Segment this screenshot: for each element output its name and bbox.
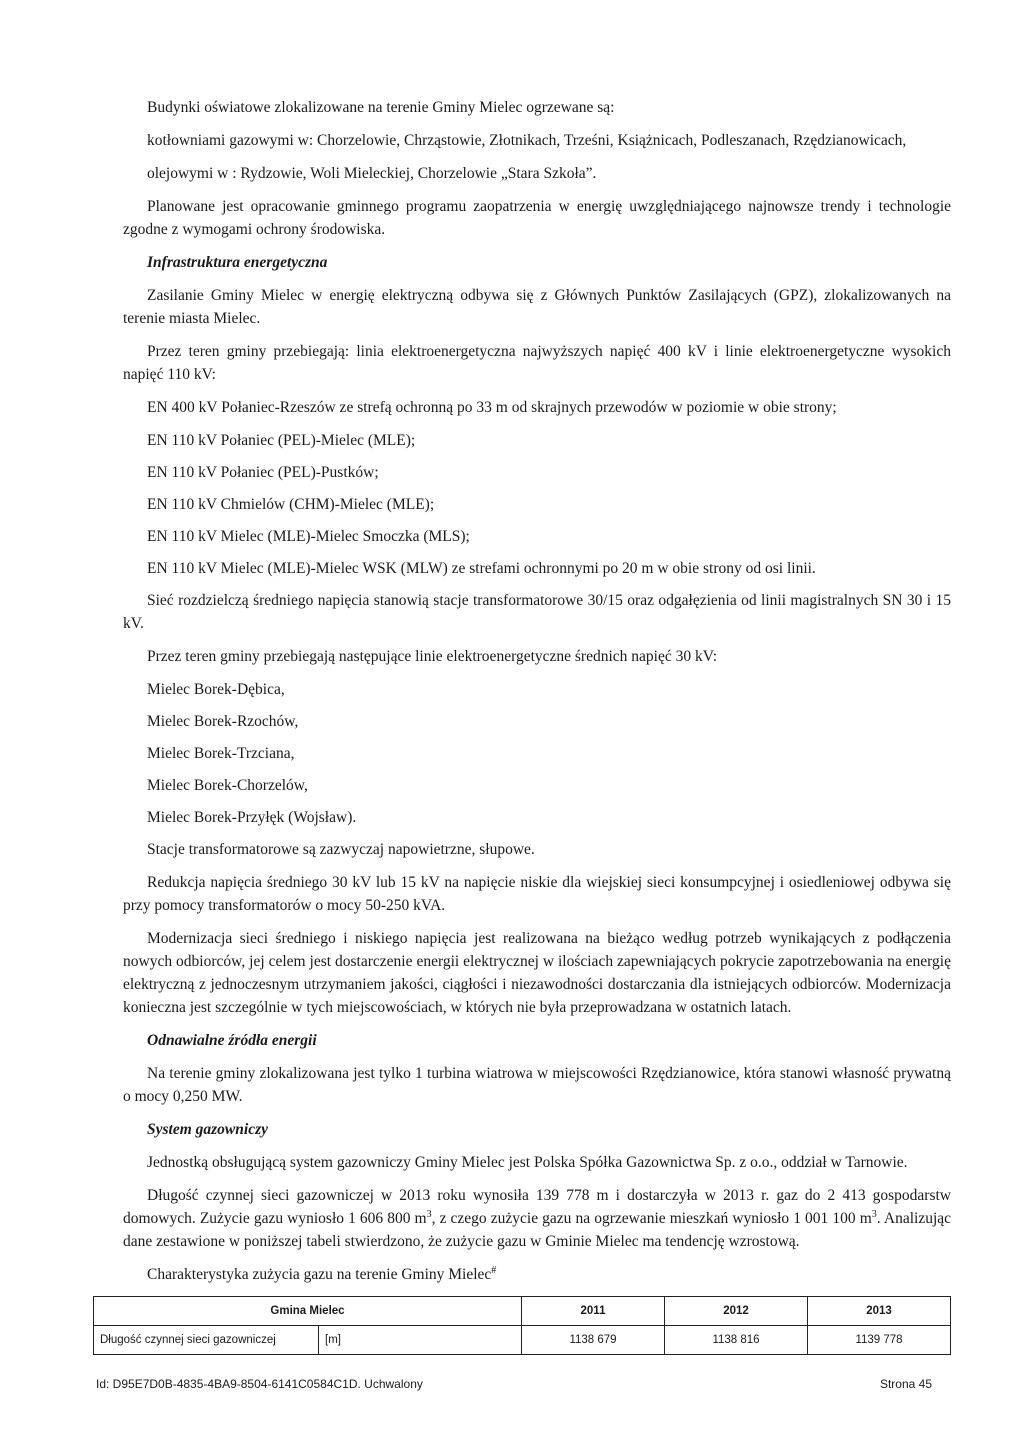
list-item: EN 110 kV Mielec (MLE)-Mielec WSK (MLW) ze strefami ochronnymi po 20 m w obie strony od osi linii. (147, 560, 816, 577)
list-item: EN 110 kV Połaniec (PEL)-Mielec (MLE); (147, 432, 416, 449)
paragraph-text: Długość czynnej sieci gazowniczej w 2013 roku wynosiła 139 778 m i dostarczyła w 2013 r. gaz do 2 413 gospodarstw domowych. Zużycie gazu wyniosło 1 606 800 m (123, 1187, 951, 1227)
table-header-cell: 2011 (522, 1297, 665, 1326)
table-cell-unit: [m] (319, 1326, 522, 1355)
list-item: Mielec Borek-Chorzelów, (147, 777, 308, 794)
paragraph: Stacje transformatorowe są zazwyczaj napowietrzne, słupowe. (147, 841, 535, 858)
table-cell-value: 1138 816 (665, 1326, 808, 1355)
list-item: Mielec Borek-Przyłęk (Wojsław). (147, 809, 357, 826)
list-item: Mielec Borek-Trzciana, (147, 745, 295, 762)
footnote-marker: # (491, 1264, 497, 1276)
list-item: EN 110 kV Połaniec (PEL)-Pustków; (147, 464, 379, 481)
section-heading: Infrastruktura energetyczna (147, 254, 328, 271)
paragraph: Budynki oświatowe zlokalizowane na terenie Gminy Mielec ogrzewane są: (147, 99, 615, 116)
list-item: EN 110 kV Chmielów (CHM)-Mielec (MLE); (147, 496, 435, 513)
gas-usage-table (93, 1296, 951, 1355)
table-cell-value: 1139 778 (808, 1326, 951, 1355)
list-item: Mielec Borek-Dębica, (147, 681, 285, 698)
paragraph: kotłowniami gazowymi w: Chorzelowie, Chrząstowie, Złotnikach, Trześni, Książnicach, Podleszanach, Rzędzianowicach, (147, 132, 907, 149)
paragraph: Przez teren gminy przebiegają następujące linie elektroenergetyczne średnich napięć 30 kV: (147, 648, 718, 665)
page-number: Strona 45 (879, 1377, 932, 1391)
table-row (94, 1326, 951, 1355)
paragraph: Planowane jest opracowanie gminnego programu zaopatrzenia w energię uwzględniającego najnowsze trendy i technologie zgodne z wymogami ochrony środowiska. (123, 198, 951, 238)
document-id: Id: D95E7D0B-4835-4BA9-8504-6141C0584C1D. Uchwalony (96, 1377, 423, 1391)
paragraph: olejowymi w : Rydzowie, Woli Mieleckiej, Chorzelowie „Stara Szkoła”. (147, 165, 597, 182)
table-cell-label: Długość czynnej sieci gazowniczej (94, 1326, 319, 1355)
paragraph: Redukcja napięcia średniego 30 kV lub 15 kV na napięcie niskie dla wiejskiej sieci konsumpcyjnej i osiedleniowej odbywa się przy pomocy transformatorów o mocy 50-250 kVA. (123, 874, 951, 914)
page-content (100, 96, 952, 1355)
paragraph: Sieć rozdzielczą średniego napięcia stanowią stacje transformatorowe 30/15 oraz odgałęzienia od linii magistralnych SN 30 i 15 kV. (123, 592, 951, 632)
caption-text: Charakterystyka zużycia gazu na terenie Gminy Mielec (147, 1266, 492, 1283)
list-item: Mielec Borek-Rzochów, (147, 713, 299, 730)
table-caption (123, 1263, 951, 1286)
table-header-cell: 2012 (665, 1297, 808, 1326)
paragraph: Przez teren gminy przebiegają: linia elektroenergetyczna najwyższych napięć 400 kV i linie elektroenergetyczne wysokich napięć 110 kV: (123, 343, 951, 383)
table-header-cell: 2013 (808, 1297, 951, 1326)
superscript: 3 (426, 1208, 432, 1220)
paragraph: Zasilanie Gminy Mielec w energię elektryczną odbywa się z Głównych Punktów Zasilających (GPZ), zlokalizowanych na terenie miasta Mielec. (123, 287, 951, 327)
paragraph-text: . Analizując dane zestawione w poniższej tabeli stwierdzono, że zużycie gazu w Gminie Mielec ma tendencję wzrostową. (123, 1210, 952, 1250)
section-heading: System gazowniczy (147, 1121, 268, 1138)
paragraph: Modernizacja sieci średniego i niskiego napięcia jest realizowana na bieżąco według potrzeb wynikających z podłączenia nowych odbiorców, jej celem jest dostarczenie energii elektrycznej w ilościach zapewniających pokrycie zapotrzebowania na energię elektryczną z jednoczesnym utrzymaniem jakości, ciągłości i niezawodności dostarczania dla istniejących odbiorców. Modernizacja konieczna jest szczególnie w tych miejscowościach, w których nie była przeprowadzana w ostatnich latach. (123, 930, 951, 1016)
table-cell-value: 1138 679 (522, 1326, 665, 1355)
table-header-cell: Gmina Mielec (94, 1297, 522, 1326)
paragraph: Jednostką obsługującą system gazowniczy Gminy Mielec jest Polska Spółka Gazownictwa Sp. z o.o., oddział w Tarnowie. (147, 1154, 908, 1171)
paragraph (123, 1184, 951, 1253)
paragraph: EN 400 kV Połaniec-Rzeszów ze strefą ochronną po 33 m od skrajnych przewodów w poziomie w obie strony; (147, 399, 837, 416)
superscript: 3 (871, 1208, 877, 1220)
list-item: EN 110 kV Mielec (MLE)-Mielec Smoczka (MLS); (147, 528, 470, 545)
section-heading: Odnawialne źródła energii (147, 1032, 317, 1049)
paragraph-text: , z czego zużycie gazu na ogrzewanie mieszkań wyniosło 1 001 100 m (431, 1210, 872, 1227)
table-header-row (94, 1297, 951, 1326)
paragraph: Na terenie gminy zlokalizowana jest tylko 1 turbina wiatrowa w miejscowości Rzędzianowice, która stanowi własność prywatną o mocy 0,250 MW. (123, 1065, 951, 1105)
